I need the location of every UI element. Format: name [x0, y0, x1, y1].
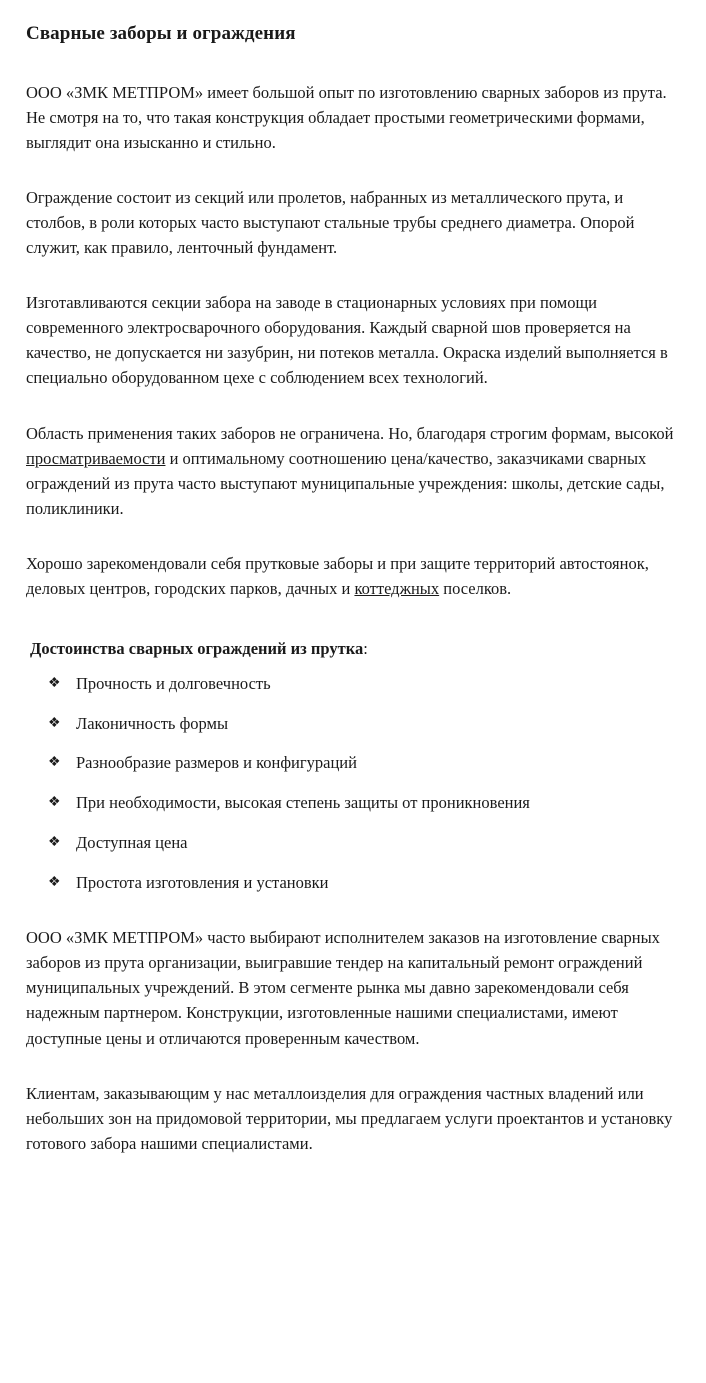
- list-item: [48, 672, 684, 697]
- territories-tail-text: поселков.: [439, 578, 512, 598]
- application-underlined-term: просматриваемости: [26, 448, 166, 468]
- list-item-label: Лаконичность формы: [76, 713, 229, 733]
- paragraph-manufacturing: Изготавливаются секции забора на заводе в стационарных условиях при помощи современного электросварочного оборудования. Каждый сварной шов проверяется на качество, не допускается ни зазубрин, ни потеков металла. Окраска изделий выполняется в специально оборудованном цехе с соблюдением всех технологий.: [26, 293, 668, 388]
- list-item: [48, 712, 684, 737]
- list-item-label: Разнообразие размеров и конфигураций: [76, 753, 357, 773]
- advantages-heading-text: Достоинства сварных ограждений из прутка: [30, 639, 364, 658]
- list-item-label: При необходимости, высокая степень защиты от проникновения: [76, 793, 530, 812]
- paragraph-application: [26, 421, 684, 521]
- list-item: [48, 831, 684, 856]
- paragraph-construction: Ограждение состоит из секций или пролетов, набранных из металлического прута, и столбов, в роли которых часто выступают стальные трубы среднего диаметра. Опорой служит, как правило, ленточный фундамент.: [26, 187, 635, 258]
- diamond-bullet-icon: ❖: [48, 755, 61, 771]
- application-lead-text: Область применения таких заборов не ограничена. Но, благодаря строгим формам, высокой: [26, 423, 674, 443]
- diamond-bullet-icon: ❖: [48, 795, 61, 810]
- paragraph-territories: [26, 551, 684, 601]
- list-item-label: Простота изготовления и установки: [76, 872, 329, 892]
- advantages-heading-colon: :: [363, 639, 368, 658]
- advantages-heading: [30, 637, 684, 662]
- page-title: Сварные заборы и ограждения: [26, 23, 296, 44]
- diamond-bullet-icon: ❖: [48, 715, 61, 731]
- list-item: [48, 871, 684, 896]
- diamond-bullet-icon: ❖: [48, 675, 61, 691]
- list-item-label: Доступная цена: [76, 832, 188, 852]
- paragraph-intro: ООО «ЗМК МЕТПРОМ» имеет большой опыт по изготовлению сварных заборов из прута. Не смотря на то, что такая конструкция обладает простыми геометрическими формами, выглядит она изысканно и стильно.: [26, 82, 667, 152]
- territories-lead-text: Хорошо зарекомендовали себя прутковые заборы и при защите территорий автостоянок, деловых центров, городских парков, дачных и: [26, 553, 649, 598]
- territories-underlined-term: коттеджных: [354, 578, 440, 598]
- list-item: [48, 751, 684, 776]
- diamond-bullet-icon: ❖: [48, 834, 61, 850]
- list-item: [48, 791, 684, 816]
- paragraph-tenders: ООО «ЗМК МЕТПРОМ» часто выбирают исполнителем заказов на изготовление сварных заборов из прута организации, выигравшие тендер на капитальный ремонт ограждений муниципальных учреждений. В этом сегменте рынка мы давно зарекомендовали себя надежным партнером. Конструкции, изготовленные нашими специалистами, имеют доступные цены и отличаются проверенным качеством.: [26, 928, 660, 1048]
- paragraph-clients: Клиентам, заказывающим у нас металлоизделия для ограждения частных владений или небольших зон на придомовой территории, мы предлагаем услуги проектантов и установку готового забора нашими специалистами.: [26, 1083, 673, 1153]
- application-tail-text: и оптимальному соотношению цена/качество, заказчиками сварных ограждений из прута часто выступают муниципальные учреждения: школы, детские сады, поликлиники.: [26, 448, 665, 518]
- advantages-list: [26, 672, 684, 896]
- list-item-label: Прочность и долговечность: [76, 673, 271, 693]
- diamond-bullet-icon: ❖: [48, 874, 61, 890]
